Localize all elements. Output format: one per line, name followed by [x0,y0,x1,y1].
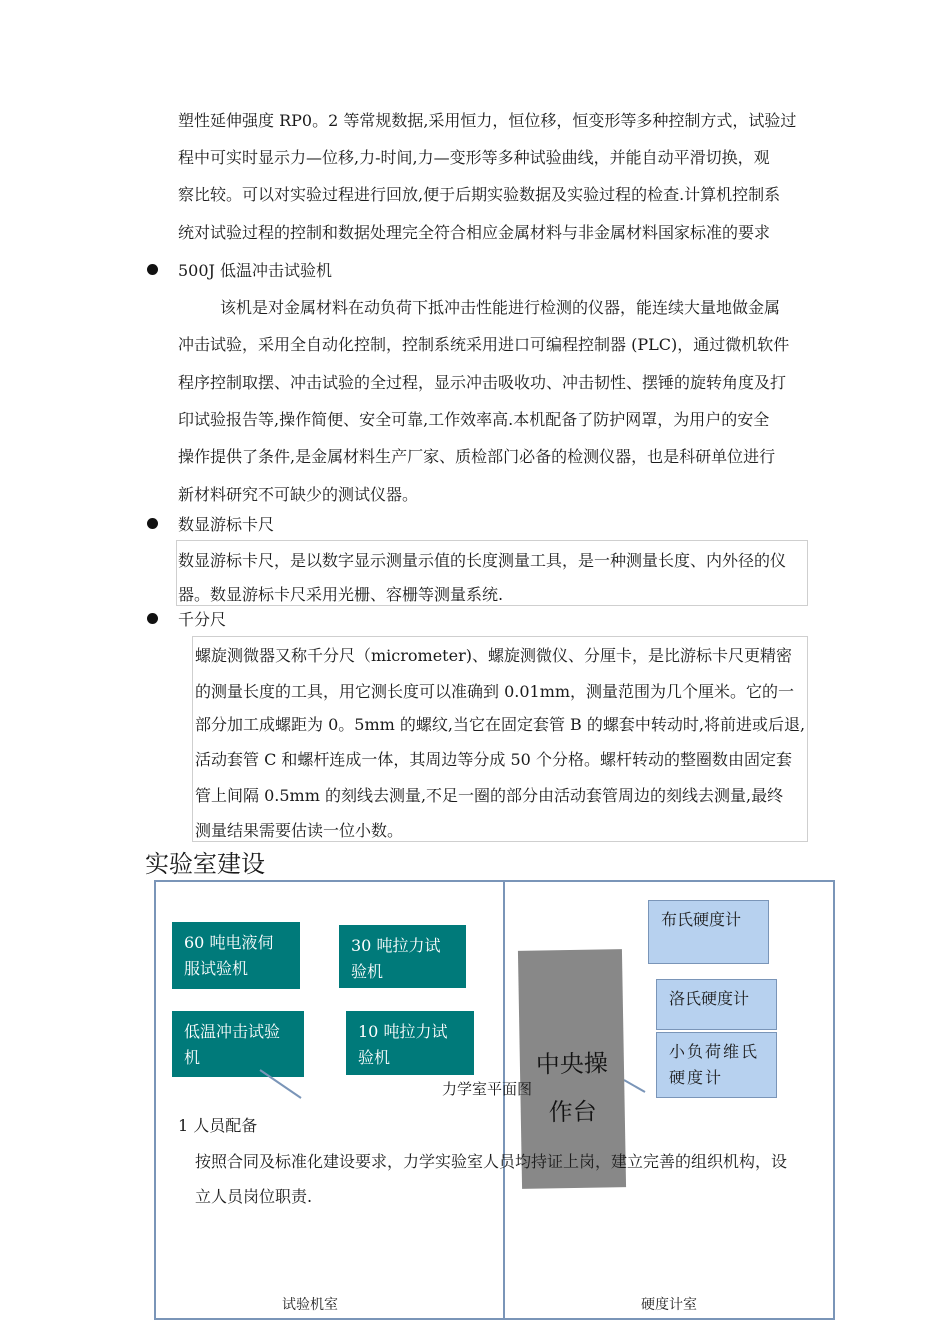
machine-60t-servo: 60 吨电液伺服试验机 [172,922,300,989]
personnel-line-1: 按照合同及标准化建设要求，力学实验室人员均持证上岗，建立完善的组织机构，设 [195,1152,788,1171]
caliper-line-1: 数显游标卡尺，是以数字显示测量示值的长度测量工具，是一种测量长度、内外径的仪 [178,551,787,570]
micrometer-line-3: 部分加工成螺距为 0。5mm 的螺纹,当它在固定套管 B 的螺套中转动时,将前进或后退, [195,715,806,734]
connector-line [260,1070,301,1098]
intro-line-1: 塑性延伸强度 RP0。2 等常规数据,采用恒力，恒位移，恒变形等多种控制方式，试验过 [178,111,797,130]
bullet-digital-caliper: 数显游标卡尺 [178,515,275,534]
room-label-machines: 试验机室 [282,1297,338,1313]
caliper-line-2: 器。数显游标卡尺采用光栅、容栅等测量系统. [178,585,504,604]
impact-line-6: 新材料研究不可缺少的测试仪器。 [178,485,419,504]
micrometer-line-5: 管上间隔 0.5mm 的刻线去测量,不足一圈的部分由活动套管周边的刻线去测量,最终 [195,786,784,805]
impact-line-5: 操作提供了条件,是金属材料生产厂家、质检部门必备的检测仪器，也是科研单位进行 [178,447,776,466]
intro-line-2: 程中可实时显示力—位移,力-时间,力—变形等多种试验曲线，并能自动平滑切换，观 [178,148,770,167]
hardness-vickers: 小负荷维氏硬度计 [656,1032,777,1098]
impact-line-3: 程序控制取摆、冲击试验的全过程，显示冲击吸收功、冲击韧性、摆锤的旋转角度及打 [178,373,787,392]
intro-line-4: 统对试验过程的控制和数据处理完全符合相应金属材料与非金属材料国家标准的要求 [178,223,771,242]
micrometer-line-6: 测量结果需要估读一位小数。 [195,821,404,840]
machine-10t-tensile: 10 吨拉力试验机 [346,1011,474,1075]
floorplan-caption: 力学室平面图 [442,1080,533,1098]
lab-construction-heading: 实验室建设 [145,850,265,878]
bullet-micrometer: 千分尺 [178,610,227,629]
central-console-label: 中央操作台 [535,1049,609,1127]
personnel-title: 1 人员配备 [178,1116,258,1135]
hardness-brinell: 布氏硬度计 [648,900,769,964]
impact-line-2: 冲击试验，采用全自动化控制，控制系统采用进口可编程控制器 (PLC)，通过微机软件 [178,335,790,354]
room-label-hardness: 硬度计室 [641,1297,697,1313]
hardness-rockwell: 洛氏硬度计 [656,979,777,1030]
bullet-impact-tester: 500J 低温冲击试验机 [178,261,333,280]
connector-line [624,1080,645,1092]
impact-line-4: 印试验报告等,操作简便、安全可靠,工作效率高.本机配备了防护网罩，为用户的安全 [178,410,770,429]
micrometer-line-1: 螺旋测微器又称千分尺（micrometer)、螺旋测微仪、分厘卡，是比游标卡尺更精密 [195,646,792,665]
machine-30t-tensile: 30 吨拉力试验机 [339,925,466,988]
micrometer-line-4: 活动套管 C 和螺杆连成一体，其周边等分成 50 个分格。螺杆转动的整圈数由固定套 [195,750,792,769]
impact-line-1: 该机是对金属材料在动负荷下抵冲击性能进行检测的仪器，能连续大量地做金属 [220,298,781,317]
intro-line-3: 察比较。可以对实验过程进行回放,便于后期实验数据及实验过程的检查.计算机控制系 [178,185,781,204]
personnel-line-2: 立人员岗位职责. [195,1187,313,1206]
machine-impact-tester: 低温冲击试验机 [172,1011,304,1077]
micrometer-line-2: 的测量长度的工具，用它测长度可以准确到 0.01mm，测量范围为几个厘米。它的一 [195,682,795,701]
